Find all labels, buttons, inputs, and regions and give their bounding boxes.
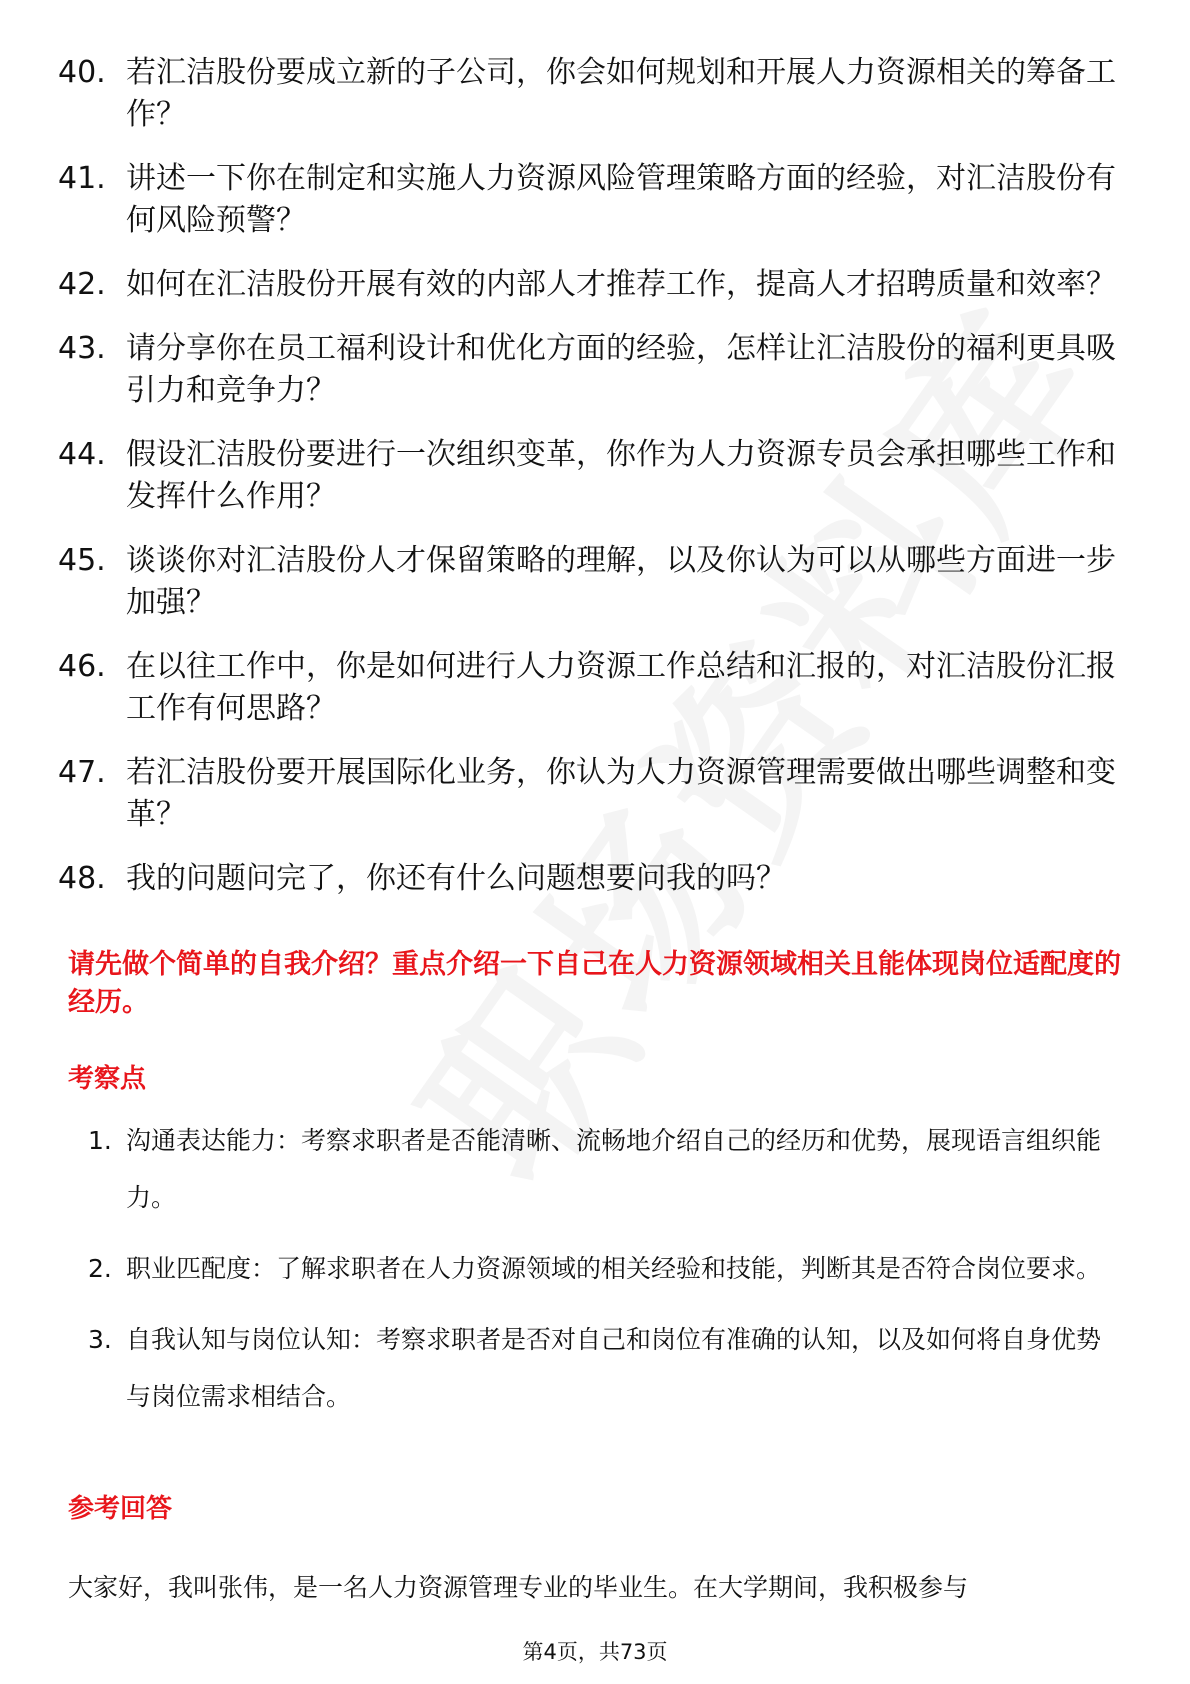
featured-question-title: 请先做个简单的自我介绍？重点介绍一下自己在人力资源领域相关且能体现岗位适配度的经历。 bbox=[68, 949, 1121, 1018]
question-item bbox=[58, 434, 1118, 518]
point-number: 2. bbox=[88, 1254, 112, 1283]
assessment-point bbox=[88, 1240, 1118, 1297]
question-text: 若汇洁股份要成立新的子公司，你会如何规划和开展人力资源相关的筹备工作？ bbox=[126, 55, 1116, 132]
question-text: 谈谈你对汇洁股份人才保留策略的理解，以及你认为可以从哪些方面进一步加强？ bbox=[126, 543, 1116, 620]
question-number: 48. bbox=[58, 861, 106, 896]
question-item bbox=[58, 646, 1118, 730]
reference-answer-heading: 参考回答 bbox=[68, 1494, 173, 1524]
assessment-point bbox=[88, 1311, 1118, 1425]
question-item bbox=[58, 752, 1118, 836]
question-text: 若汇洁股份要开展国际化业务，你认为人力资源管理需要做出哪些调整和变革？ bbox=[126, 755, 1116, 832]
question-text: 请分享你在员工福利设计和优化方面的经验，怎样让汇洁股份的福利更具吸引力和竞争力？ bbox=[126, 331, 1116, 408]
point-text: 职业匹配度：了解求职者在人力资源领域的相关经验和技能，判断其是否符合岗位要求。 bbox=[126, 1254, 1102, 1283]
question-item bbox=[58, 858, 1118, 900]
question-number: 47. bbox=[58, 755, 106, 790]
question-item bbox=[58, 264, 1118, 306]
question-text: 在以往工作中，你是如何进行人力资源工作总结和汇报的，对汇洁股份汇报工作有何思路？ bbox=[126, 649, 1116, 726]
assessment-point-list bbox=[88, 1112, 1118, 1439]
question-item bbox=[58, 328, 1118, 412]
point-number: 3. bbox=[88, 1325, 112, 1354]
point-text: 沟通表达能力：考察求职者是否能清晰、流畅地介绍自己的经历和优势，展现语言组织能力。 bbox=[126, 1126, 1102, 1212]
point-number: 1. bbox=[88, 1126, 112, 1155]
question-number: 40. bbox=[58, 55, 106, 90]
question-text: 如何在汇洁股份开展有效的内部人才推荐工作，提高人才招聘质量和效率？ bbox=[126, 267, 1116, 302]
question-text: 讲述一下你在制定和实施人力资源风险管理策略方面的经验，对汇洁股份有何风险预警？ bbox=[126, 161, 1116, 238]
question-number: 44. bbox=[58, 437, 106, 472]
question-list bbox=[58, 52, 1118, 922]
question-text: 假设汇洁股份要进行一次组织变革，你作为人力资源专员会承担哪些工作和发挥什么作用？ bbox=[126, 437, 1116, 514]
question-item bbox=[58, 158, 1118, 242]
assessment-heading: 考察点 bbox=[68, 1064, 147, 1094]
question-item bbox=[58, 52, 1118, 136]
question-text: 我的问题问完了，你还有什么问题想要问我的吗？ bbox=[126, 861, 786, 896]
assessment-point bbox=[88, 1112, 1118, 1226]
reference-answer-text: 大家好，我叫张伟，是一名人力资源管理专业的毕业生。在大学期间，我积极参与 bbox=[68, 1573, 969, 1602]
page-footer: 第4页，共73页 bbox=[522, 1640, 668, 1664]
question-number: 41. bbox=[58, 161, 106, 196]
question-number: 46. bbox=[58, 649, 106, 684]
question-number: 42. bbox=[58, 267, 106, 302]
point-text: 自我认知与岗位认知：考察求职者是否对自己和岗位有准确的认知，以及如何将自身优势与岗位需求相结合。 bbox=[126, 1325, 1102, 1411]
question-number: 43. bbox=[58, 331, 106, 366]
question-item bbox=[58, 540, 1118, 624]
question-number: 45. bbox=[58, 543, 106, 578]
